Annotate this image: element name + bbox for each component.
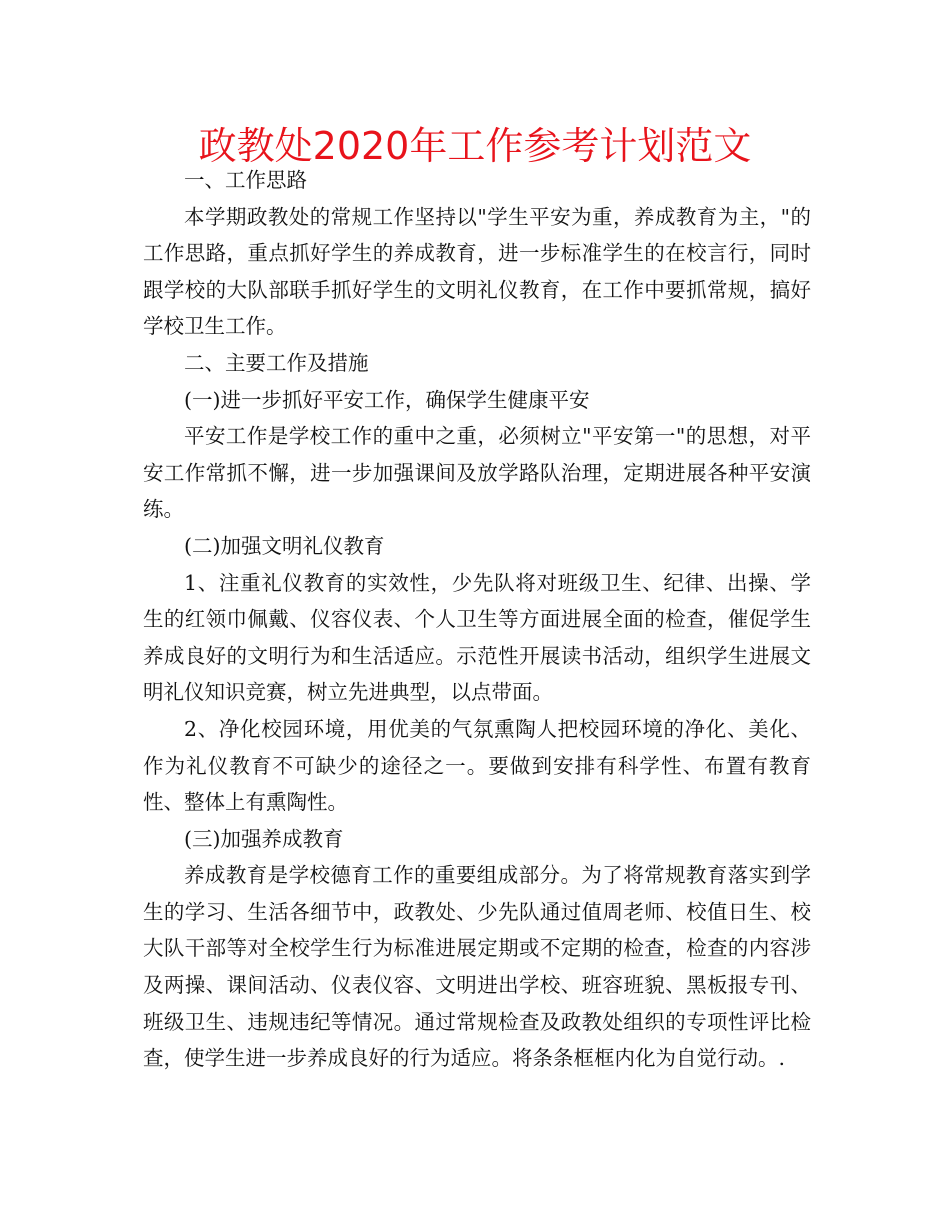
section-heading-work-ideas: 一、工作思路 (184, 168, 307, 192)
subsection-heading-safety: (一)进一步抓好平安工作，确保学生健康平安 (184, 387, 590, 412)
document-title: 政教处2020年工作参考计划范文 (198, 124, 752, 168)
paragraph-work-ideas: 本学期政教处的常规工作坚持以"学生平安为重，养成教育为主，"的工作思路，重点抓好学生的养成教育，进一步标准学生的在校言行，同时跟学校的大队部联手抓好学生的文明礼仪教育，在工作中要抓常规，搞好学校卫生工作。 (143, 204, 811, 339)
paragraph-etiquette-2: 2、净化校园环境，用优美的气氛熏陶人把校园环境的净化、美化、作为礼仪教育不可缺少的途径之一。要做到安排有科学性、布置有教育性、整体上有熏陶性。 (143, 716, 811, 815)
paragraph-habits: 养成教育是学校德育工作的重要组成部分。为了将常规教育落实到学生的学习、生活各细节中，政教处、少先队通过值周老师、校值日生、校大队干部等对全校学生行为标准进展定期或不定期的检查，检查的内容涉及两操、课间活动、仪表仪容、文明进出学校、班容班貌、黑板报专刊、班级卫生、违规违纪等情况。通过常规检查及政教处组织的专项性评比检查，使学生进一步养成良好的行为适应。将条条框框内化为自觉行动。. (143, 863, 811, 1071)
section-heading-main-work: 二、主要工作及措施 (184, 350, 369, 375)
subsection-heading-habits: (三)加强养成教育 (184, 826, 344, 851)
paragraph-etiquette-1: 1、注重礼仪教育的实效性，少先队将对班级卫生、纪律、出操、学生的红领巾佩戴、仪容仪表、个人卫生等方面进展全面的检查，催促学生养成良好的文明行为和生活适应。示范性开展读书活动，组织学生进展文明礼仪知识竞赛，树立先进典型，以点带面。 (143, 570, 811, 705)
paragraph-safety: 平安工作是学校工作的重中之重，必须树立"平安第一"的思想，对平安工作常抓不懈，进一步加强课间及放学路队治理，定期进展各种平安演练。 (143, 424, 811, 522)
document-body (143, 162, 811, 1077)
subsection-heading-etiquette: (二)加强文明礼仪教育 (184, 533, 385, 558)
